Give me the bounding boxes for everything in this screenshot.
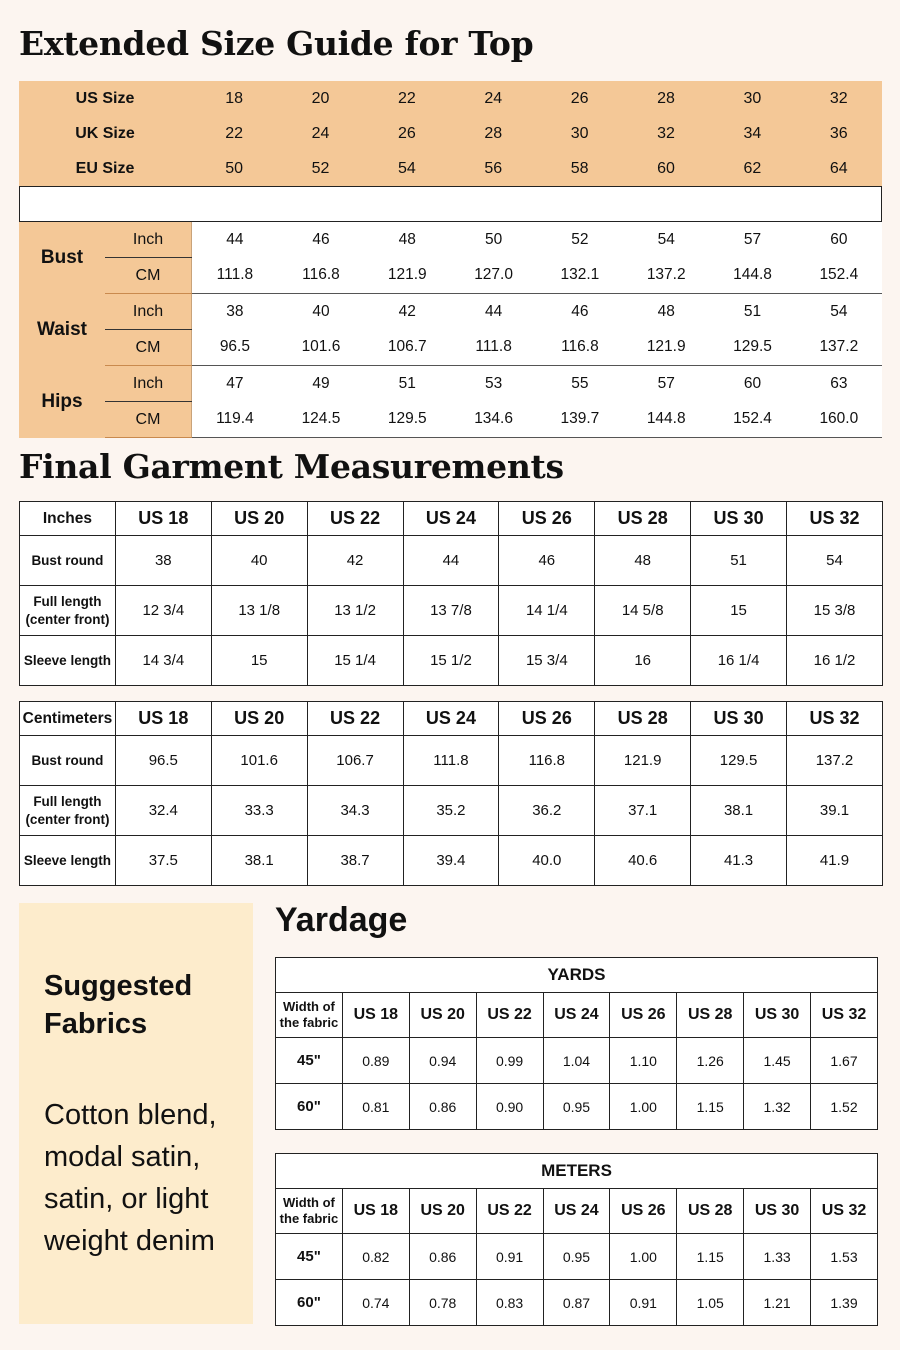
unit-label: Inch [105, 366, 192, 402]
measurement-value: 14 3/4 [115, 636, 211, 686]
yardage-value: 1.00 [610, 1084, 677, 1130]
measurement-value: 106.7 [307, 736, 403, 786]
measurement-value: 32.4 [115, 786, 211, 836]
row-label: Full length (center front) [20, 786, 116, 836]
size-header: US 30 [691, 502, 787, 536]
table-row [19, 258, 882, 294]
yardage-value: 0.81 [342, 1084, 409, 1130]
table-row [19, 294, 882, 330]
header-row [20, 502, 883, 536]
measurement-value: 54 [623, 222, 709, 258]
size-system-label: UK Size [75, 124, 135, 142]
measurement-value: 40 [278, 294, 364, 330]
measurement-value: 38 [192, 294, 278, 330]
measurement-value: 121.9 [623, 330, 709, 366]
yardage-value: 0.86 [409, 1234, 476, 1280]
measurement-value: 40 [211, 536, 307, 586]
table-row [19, 330, 882, 366]
measurement-value: 15 3/4 [499, 636, 595, 686]
size-value: 32 [829, 89, 848, 107]
table-row [276, 1280, 878, 1326]
measurement-value: 129.5 [709, 330, 795, 366]
table-row [19, 116, 882, 151]
table-row [20, 586, 883, 636]
yardage-value: 1.04 [543, 1038, 610, 1084]
header-row [276, 993, 878, 1038]
yardage-value: 0.89 [342, 1038, 409, 1084]
size-guide-title: Extended Size Guide for Top [19, 24, 534, 63]
garment-title: Final Garment Measurements [19, 447, 564, 486]
table-row [20, 736, 883, 786]
size-header: US 30 [744, 1189, 811, 1234]
measurement-value: 53 [450, 366, 536, 402]
measurement-value: 96.5 [115, 736, 211, 786]
measurement-value: 60 [796, 222, 882, 258]
measurement-value: 12 3/4 [115, 586, 211, 636]
size-value: 28 [657, 89, 675, 107]
body-measurement-table [19, 222, 882, 438]
measurement-value: 124.5 [278, 402, 364, 438]
size-header: US 22 [307, 702, 403, 736]
measurement-value: 38.1 [211, 836, 307, 886]
size-value: 22 [225, 124, 244, 142]
measurement-value: 41.3 [691, 836, 787, 886]
measurement-value: 40.0 [499, 836, 595, 886]
unit-label: CM [105, 258, 192, 294]
size-header: US 18 [342, 1189, 409, 1234]
row-label: Bust round [20, 736, 116, 786]
yardage-value: 1.00 [610, 1234, 677, 1280]
size-header: US 32 [811, 993, 878, 1038]
measurement-value: 60 [709, 366, 795, 402]
measurement-value: 96.5 [192, 330, 278, 366]
measurement-value: 57 [623, 366, 709, 402]
table-row [20, 636, 883, 686]
measurement-value: 16 1/4 [691, 636, 787, 686]
measurement-value: 41.9 [787, 836, 883, 886]
yardage-value: 0.95 [543, 1234, 610, 1280]
size-header: US 24 [403, 502, 499, 536]
table-row [19, 152, 882, 187]
size-header: US 20 [211, 502, 307, 536]
size-header: US 18 [115, 502, 211, 536]
measurement-value: 51 [709, 294, 795, 330]
measurement-value: 33.3 [211, 786, 307, 836]
size-value: 32 [657, 124, 675, 142]
measurement-value: 50 [450, 222, 536, 258]
row-label: Sleeve length [20, 836, 116, 886]
size-header: US 18 [342, 993, 409, 1038]
measurement-value: 111.8 [192, 258, 278, 294]
size-value: 30 [743, 89, 762, 107]
measurement-value: 48 [623, 294, 709, 330]
measurement-value: 51 [691, 536, 787, 586]
yardage-value: 1.10 [610, 1038, 677, 1084]
unit-label: Inch [105, 294, 192, 330]
measurement-value: 101.6 [278, 330, 364, 366]
measurement-value: 14 5/8 [595, 586, 691, 636]
measurement-category: Hips [19, 366, 105, 438]
size-header: US 28 [677, 993, 744, 1038]
measurement-value: 57 [709, 222, 795, 258]
measurement-value: 106.7 [364, 330, 450, 366]
garment-centimeters-table [19, 701, 883, 886]
row-label: Full length (center front) [20, 586, 116, 636]
yardage-value: 0.78 [409, 1280, 476, 1326]
yardage-value: 0.91 [476, 1234, 543, 1280]
size-value: 28 [484, 124, 503, 142]
header-row [276, 1189, 878, 1234]
yardage-value: 1.15 [677, 1234, 744, 1280]
yardage-value: 1.32 [744, 1084, 811, 1130]
yardage-value: 1.53 [811, 1234, 878, 1280]
measurement-value: 42 [364, 294, 450, 330]
measurement-value: 13 1/2 [307, 586, 403, 636]
measurement-value: 119.4 [192, 402, 278, 438]
size-value: 50 [225, 160, 244, 178]
yardage-meters-table [275, 1153, 878, 1326]
fabric-width: 45" [276, 1234, 343, 1280]
size-header: US 26 [610, 1189, 677, 1234]
table-row [19, 366, 882, 402]
yardage-value: 0.82 [342, 1234, 409, 1280]
caption-row [276, 958, 878, 993]
width-label: Width of the fabric [276, 993, 343, 1038]
yardage-value: 1.45 [744, 1038, 811, 1084]
size-value: 58 [570, 160, 589, 178]
unit-caption: YARDS [276, 958, 878, 993]
size-value: 20 [311, 89, 330, 107]
measurement-value: 127.0 [450, 258, 536, 294]
size-header: US 32 [787, 502, 883, 536]
measurement-value: 46 [278, 222, 364, 258]
size-header: US 20 [409, 993, 476, 1038]
yardage-value: 0.74 [342, 1280, 409, 1326]
size-value: 54 [398, 160, 416, 178]
size-header: US 24 [403, 702, 499, 736]
size-value: 34 [743, 124, 762, 142]
measurement-value: 46 [499, 536, 595, 586]
size-value: 22 [398, 89, 416, 107]
size-system-label: US Size [75, 89, 135, 107]
measurement-value: 63 [796, 366, 882, 402]
size-header: US 32 [811, 1189, 878, 1234]
measurement-category: Bust [19, 222, 105, 294]
yardage-value: 1.26 [677, 1038, 744, 1084]
measurement-value: 44 [403, 536, 499, 586]
size-value: 36 [829, 124, 848, 142]
measurement-value: 38 [115, 536, 211, 586]
fabric-width: 60" [276, 1280, 343, 1326]
measurement-value: 39.1 [787, 786, 883, 836]
measurement-value: 15 [691, 586, 787, 636]
yardage-value: 0.87 [543, 1280, 610, 1326]
measurement-value: 47 [192, 366, 278, 402]
measurement-value: 54 [787, 536, 883, 586]
table-row [19, 402, 882, 438]
measurement-value: 49 [278, 366, 364, 402]
size-header: US 28 [595, 502, 691, 536]
yardage-value: 0.95 [543, 1084, 610, 1130]
unit-label: CM [105, 402, 192, 438]
measurement-value: 137.2 [796, 330, 882, 366]
measurement-value: 160.0 [796, 402, 882, 438]
size-value: 18 [225, 89, 244, 107]
caption-row [276, 1154, 878, 1189]
size-header: US 22 [476, 993, 543, 1038]
size-conversion-table [19, 81, 882, 187]
size-header: US 26 [610, 993, 677, 1038]
measurement-value: 15 1/2 [403, 636, 499, 686]
yardage-value: 0.94 [409, 1038, 476, 1084]
yardage-value: 0.91 [610, 1280, 677, 1326]
size-header: US 24 [543, 993, 610, 1038]
size-header: US 28 [677, 1189, 744, 1234]
measurement-value: 111.8 [450, 330, 536, 366]
measurement-value: 42 [307, 536, 403, 586]
measurement-value: 101.6 [211, 736, 307, 786]
size-value: 60 [657, 160, 675, 178]
table-row [20, 786, 883, 836]
size-guide-spacer-row [19, 186, 882, 222]
size-header: US 22 [307, 502, 403, 536]
row-label: Sleeve length [20, 636, 116, 686]
size-header: US 22 [476, 1189, 543, 1234]
width-label: Width of the fabric [276, 1189, 343, 1234]
measurement-value: 46 [537, 294, 623, 330]
size-value: 24 [484, 89, 503, 107]
measurement-value: 144.8 [623, 402, 709, 438]
header-row [20, 702, 883, 736]
yardage-yards-table [275, 957, 878, 1130]
size-value: 26 [398, 124, 416, 142]
measurement-value: 116.8 [537, 330, 623, 366]
unit-header: Centimeters [20, 702, 116, 736]
measurement-value: 111.8 [403, 736, 499, 786]
measurement-value: 44 [450, 294, 536, 330]
measurement-value: 137.2 [623, 258, 709, 294]
unit-label: CM [105, 330, 192, 366]
size-header: US 20 [409, 1189, 476, 1234]
measurement-value: 132.1 [537, 258, 623, 294]
measurement-value: 48 [364, 222, 450, 258]
size-header: US 24 [543, 1189, 610, 1234]
measurement-value: 40.6 [595, 836, 691, 886]
size-value: 30 [570, 124, 589, 142]
measurement-value: 16 1/2 [787, 636, 883, 686]
yardage-value: 1.39 [811, 1280, 878, 1326]
size-header: US 28 [595, 702, 691, 736]
measurement-value: 38.1 [691, 786, 787, 836]
measurement-value: 38.7 [307, 836, 403, 886]
measurement-category: Waist [19, 294, 105, 366]
measurement-value: 15 [211, 636, 307, 686]
measurement-value: 129.5 [364, 402, 450, 438]
measurement-value: 48 [595, 536, 691, 586]
measurement-value: 139.7 [537, 402, 623, 438]
measurement-value: 35.2 [403, 786, 499, 836]
row-label: Bust round [20, 536, 116, 586]
table-row [276, 1084, 878, 1130]
size-value: 56 [484, 160, 503, 178]
size-header: US 26 [499, 502, 595, 536]
measurement-value: 152.4 [796, 258, 882, 294]
size-system-label: EU Size [75, 160, 135, 178]
measurement-value: 15 3/8 [787, 586, 883, 636]
suggested-fabrics-heading: Suggested Fabrics [44, 970, 193, 1040]
yardage-value: 1.33 [744, 1234, 811, 1280]
yardage-value: 0.99 [476, 1038, 543, 1084]
measurement-value: 13 7/8 [403, 586, 499, 636]
size-header: US 18 [115, 702, 211, 736]
measurement-value: 116.8 [499, 736, 595, 786]
yardage-value: 1.67 [811, 1038, 878, 1084]
measurement-value: 44 [192, 222, 278, 258]
garment-inches-table [19, 501, 883, 686]
size-value: 26 [570, 89, 589, 107]
unit-header: Inches [20, 502, 116, 536]
yardage-value: 0.83 [476, 1280, 543, 1326]
measurement-value: 39.4 [403, 836, 499, 886]
fabric-width: 60" [276, 1084, 343, 1130]
measurement-value: 16 [595, 636, 691, 686]
yardage-value: 1.21 [744, 1280, 811, 1326]
unit-label: Inch [105, 222, 192, 258]
fabric-width: 45" [276, 1038, 343, 1084]
yardage-title: Yardage [275, 901, 408, 939]
measurement-value: 51 [364, 366, 450, 402]
yardage-value: 1.15 [677, 1084, 744, 1130]
measurement-value: 34.3 [307, 786, 403, 836]
size-header: US 30 [691, 702, 787, 736]
measurement-value: 137.2 [787, 736, 883, 786]
yardage-value: 0.86 [409, 1084, 476, 1130]
measurement-value: 15 1/4 [307, 636, 403, 686]
unit-caption: METERS [276, 1154, 878, 1189]
size-value: 24 [311, 124, 330, 142]
measurement-value: 13 1/8 [211, 586, 307, 636]
suggested-fabrics-text: Cotton blend, modal satin, satin, or light weight denim [44, 1099, 217, 1257]
size-header: US 30 [744, 993, 811, 1038]
table-row [19, 222, 882, 258]
size-header: US 26 [499, 702, 595, 736]
measurement-value: 121.9 [364, 258, 450, 294]
table-row [20, 536, 883, 586]
measurement-value: 55 [537, 366, 623, 402]
size-value: 62 [743, 160, 762, 178]
measurement-value: 14 1/4 [499, 586, 595, 636]
measurement-value: 152.4 [709, 402, 795, 438]
measurement-value: 37.5 [115, 836, 211, 886]
table-row [276, 1234, 878, 1280]
measurement-value: 52 [537, 222, 623, 258]
table-row [276, 1038, 878, 1084]
measurement-value: 36.2 [499, 786, 595, 836]
measurement-value: 134.6 [450, 402, 536, 438]
measurement-value: 54 [796, 294, 882, 330]
yardage-value: 1.52 [811, 1084, 878, 1130]
measurement-value: 121.9 [595, 736, 691, 786]
yardage-value: 1.05 [677, 1280, 744, 1326]
table-row [19, 81, 882, 116]
table-row [20, 836, 883, 886]
measurement-value: 37.1 [595, 786, 691, 836]
measurement-value: 144.8 [709, 258, 795, 294]
measurement-value: 129.5 [691, 736, 787, 786]
measurement-value: 116.8 [278, 258, 364, 294]
size-header: US 20 [211, 702, 307, 736]
size-header: US 32 [787, 702, 883, 736]
size-value: 52 [311, 160, 330, 178]
size-value: 64 [829, 160, 848, 178]
yardage-value: 0.90 [476, 1084, 543, 1130]
